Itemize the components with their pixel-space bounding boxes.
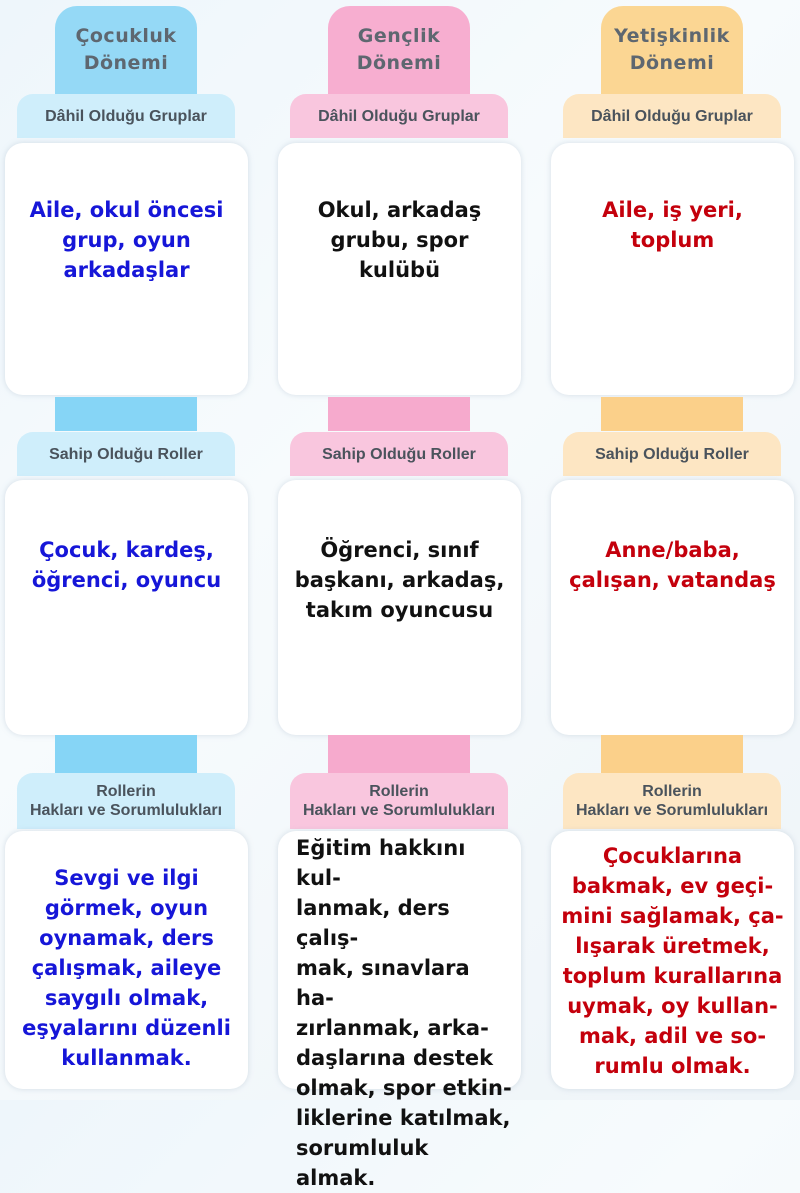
connector (55, 735, 197, 773)
rights-label: Rollerin Hakları ve Sorumlulukları (290, 773, 508, 829)
rights-box: Çocuklarına bakmak, ev geçi- mini sağlamak, ça- lışarak üretmek, toplum kurallarına uymak, oy kullan- mak, adil ve so- rumlu olmak. (551, 831, 794, 1089)
groups-label: Dâhil Olduğu Gruplar (290, 94, 508, 138)
column-childhood (5, 0, 250, 1100)
period-title: Gençlik Dönemi (328, 6, 470, 94)
connector (601, 397, 743, 431)
connector (601, 735, 743, 773)
roles-box: Öğrenci, sınıf başkanı, arkadaş, takım oyuncusu (278, 480, 521, 735)
groups-box: Okul, arkadaş grubu, spor kulübü (278, 143, 521, 395)
groups-label: Dâhil Olduğu Gruplar (563, 94, 781, 138)
rights-box: Eğitim hakkını kul- lanmak, ders çalış- mak, sınavlara ha- zırlanmak, arka- daşlarına destek olmak, spor etkin- liklerine katılmak, sorumluluk almak. (278, 831, 521, 1089)
connector (328, 735, 470, 773)
column-adulthood (551, 0, 796, 1100)
groups-box: Aile, okul öncesi grup, oyun arkadaşlar (5, 143, 248, 395)
connector (55, 397, 197, 431)
roles-box: Anne/baba, çalışan, vatandaş (551, 480, 794, 735)
period-title: Yetişkinlik Dönemi (601, 6, 743, 94)
roles-box: Çocuk, kardeş, öğrenci, oyuncu (5, 480, 248, 735)
period-title: Çocukluk Dönemi (55, 6, 197, 94)
rights-box: Sevgi ve ilgi görmek, oyun oynamak, ders çalışmak, aileye saygılı olmak, eşyalarını düzenli kullanmak. (5, 831, 248, 1089)
column-youth (278, 0, 523, 1190)
groups-box: Aile, iş yeri, toplum (551, 143, 794, 395)
roles-label: Sahip Olduğu Roller (563, 432, 781, 476)
roles-label: Sahip Olduğu Roller (17, 432, 235, 476)
connector (328, 397, 470, 431)
groups-label: Dâhil Olduğu Gruplar (17, 94, 235, 138)
rights-label: Rollerin Hakları ve Sorumlulukları (17, 773, 235, 829)
rights-label: Rollerin Hakları ve Sorumlulukları (563, 773, 781, 829)
roles-label: Sahip Olduğu Roller (290, 432, 508, 476)
